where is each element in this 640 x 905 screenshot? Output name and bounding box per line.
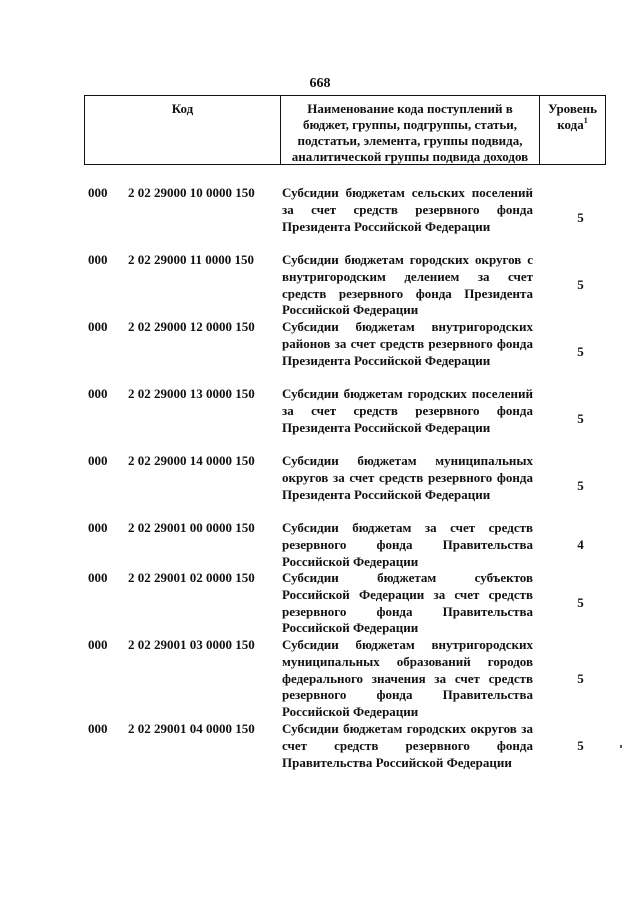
row-admin-code: 000 [88, 453, 108, 468]
row-revenue-code: 2 02 29001 02 0000 150 [128, 570, 255, 585]
table-row [84, 637, 606, 721]
table-row [84, 185, 606, 252]
row-level: 5 [577, 595, 584, 611]
table-row [84, 453, 606, 520]
row-name: Субсидии бюджетам внутригородских муниципальных образований городов федерального значения за счет средств резервного фонда Правительства Российской Федерации [282, 637, 533, 720]
row-admin-code: 000 [88, 570, 108, 585]
table-row [84, 386, 606, 453]
table-row [84, 570, 606, 637]
row-admin-code: 000 [88, 721, 108, 736]
row-admin-code: 000 [88, 520, 108, 535]
row-revenue-code: 2 02 29001 00 0000 150 [128, 520, 255, 535]
scan-mark [620, 745, 622, 748]
header-code-cell: Код [85, 96, 281, 164]
table-row [84, 319, 606, 386]
row-name: Субсидии бюджетам муниципальных округов за счет средств резервного фонда Президента Российской Федерации [282, 453, 533, 502]
table-header [84, 95, 606, 165]
header-level-footnote: 1 [583, 116, 588, 125]
header-level-label: Уровень кода [547, 101, 598, 132]
header-level-cell [540, 96, 605, 164]
row-admin-code: 000 [88, 185, 108, 200]
table-body [84, 185, 606, 771]
row-name: Субсидии бюджетам субъектов Российской Федерации за счет средств резервного фонда Правительства Российской Федерации [282, 570, 533, 636]
table-row [84, 721, 606, 771]
row-level: 5 [577, 277, 584, 293]
header-name-cell: Наименование кода поступлений в бюджет, группы, подгруппы, статьи, подстатьи, элемента, группы подвида, аналитической группы подвида доходов [281, 96, 540, 164]
page-number: 668 [309, 76, 331, 91]
row-revenue-code: 2 02 29000 13 0000 150 [128, 386, 255, 401]
row-name: Субсидии бюджетам городских округов с внутригородским делением за счет средств резервного фонда Президента Российской Федерации [282, 252, 533, 318]
table-row [84, 252, 606, 319]
row-level: 5 [577, 737, 584, 753]
row-level: 5 [577, 344, 584, 360]
row-admin-code: 000 [88, 637, 108, 652]
row-name: Субсидии бюджетам городских округов за счет средств резервного фонда Правительства Российской Федерации [282, 721, 533, 770]
table-row [84, 520, 606, 570]
row-admin-code: 000 [88, 386, 108, 401]
row-level: 4 [577, 536, 584, 552]
row-name: Субсидии бюджетам внутригородских районов за счет средств резервного фонда Президента Российской Федерации [282, 319, 533, 368]
row-name: Субсидии бюджетам сельских поселений за счет средств резервного фонда Президента Российской Федерации [282, 185, 533, 234]
row-level: 5 [577, 670, 584, 686]
row-level: 5 [577, 478, 584, 494]
row-admin-code: 000 [88, 319, 108, 334]
row-name: Субсидии бюджетам за счет средств резервного фонда Правительства Российской Федерации [282, 520, 533, 569]
row-level: 5 [577, 210, 584, 226]
row-level: 5 [577, 411, 584, 427]
row-admin-code: 000 [88, 252, 108, 267]
row-name: Субсидии бюджетам городских поселений за счет средств резервного фонда Президента Российской Федерации [282, 386, 533, 435]
row-revenue-code: 2 02 29001 04 0000 150 [128, 721, 255, 736]
row-revenue-code: 2 02 29000 11 0000 150 [128, 252, 255, 267]
row-revenue-code: 2 02 29001 03 0000 150 [128, 637, 255, 652]
row-revenue-code: 2 02 29000 10 0000 150 [128, 185, 255, 200]
row-revenue-code: 2 02 29000 14 0000 150 [128, 453, 255, 468]
row-revenue-code: 2 02 29000 12 0000 150 [128, 319, 255, 334]
